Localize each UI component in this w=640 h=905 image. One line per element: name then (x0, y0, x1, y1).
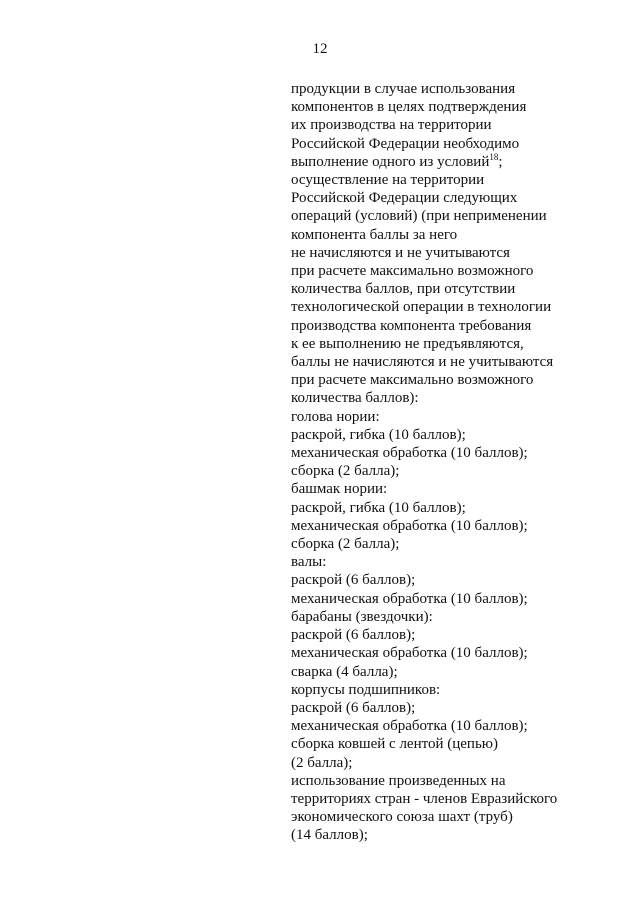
text-line-content: сборка ковшей с лентой (цепью) (291, 736, 498, 753)
text-line-content: башмак нории: (291, 481, 388, 498)
text-line-content: операций (условий) (при неприменении (291, 208, 547, 225)
text-line (291, 317, 591, 335)
text-line (291, 353, 591, 371)
text-line-content: (14 баллов); (291, 827, 368, 844)
text-line-content: раскрой, гибка (10 баллов); (291, 499, 466, 516)
text-line-content: раскрой (6 баллов); (291, 627, 416, 644)
text-line (291, 772, 591, 790)
text-line-content: сборка (2 балла); (291, 536, 400, 553)
text-line (291, 207, 591, 225)
text-line-content: (2 балла); (291, 754, 353, 771)
text-line (291, 790, 591, 808)
text-line (291, 499, 591, 517)
text-line (291, 717, 591, 735)
text-line-content: компонента баллы за него (291, 226, 458, 243)
text-line-content: раскрой (6 баллов); (291, 572, 416, 589)
text-line (291, 699, 591, 717)
text-line (291, 226, 591, 244)
text-line-content: барабаны (звездочки): (291, 608, 433, 625)
text-line-content: к ее выполнению не предъявляются, (291, 335, 524, 352)
text-line-content: производства компонента требования (291, 317, 532, 334)
text-line-content: механическая обработка (10 баллов); (291, 718, 528, 735)
text-line-content: территориях стран - членов Евразийского (291, 790, 558, 807)
text-line (291, 280, 591, 298)
page-number: 12 (312, 41, 328, 57)
text-line-content: осуществление на территории (291, 172, 485, 189)
text-line (291, 171, 591, 189)
text-line (291, 98, 591, 116)
text-line (291, 644, 591, 662)
text-line-punctuation: ; (498, 153, 503, 170)
text-line-content: Российской Федерации следующих (291, 190, 518, 207)
text-line (291, 553, 591, 571)
text-line-content: использование произведенных на (291, 772, 506, 789)
text-line (291, 754, 591, 772)
text-line (291, 480, 591, 498)
text-line (291, 335, 591, 353)
text-line (291, 389, 591, 407)
text-line-content: их производства на территории (291, 117, 492, 134)
text-line (291, 590, 591, 608)
text-line-content: механическая обработка (10 баллов); (291, 645, 528, 662)
text-line-content: сборка (2 балла); (291, 463, 400, 480)
text-line-content: Российской Федерации необходимо (291, 135, 520, 152)
text-line-content: баллы не начисляются и не учитываются (291, 354, 554, 371)
text-line-content: механическая обработка (10 баллов); (291, 590, 528, 607)
text-line (291, 189, 591, 207)
text-line (291, 135, 591, 153)
text-line-content: корпусы подшипников: (291, 681, 441, 698)
text-line-content: не начисляются и не учитываются (291, 244, 510, 261)
text-line-content: голова нории: (291, 408, 380, 425)
text-line (291, 735, 591, 753)
text-line (291, 408, 591, 426)
text-line (291, 517, 591, 535)
text-line (291, 681, 591, 699)
text-line-content: при расчете максимально возможного (291, 372, 534, 389)
text-line (291, 462, 591, 480)
text-line (291, 80, 591, 98)
text-line (291, 571, 591, 589)
text-line (291, 153, 591, 171)
text-line (291, 608, 591, 626)
text-line (291, 535, 591, 553)
text-line (291, 244, 591, 262)
text-line-content: раскрой, гибка (10 баллов); (291, 426, 466, 443)
document-body (291, 80, 591, 845)
text-line (291, 444, 591, 462)
text-line-content: количества баллов, при отсутствии (291, 281, 516, 298)
text-line (291, 826, 591, 844)
text-line (291, 371, 591, 389)
text-line (291, 808, 591, 826)
text-line-content: продукции в случае использования (291, 81, 516, 97)
text-line (291, 116, 591, 134)
text-line-content: экономического союза шахт (труб) (291, 809, 513, 826)
text-line-content: валы: (291, 554, 327, 571)
text-line-content: технологической операции в технологии (291, 299, 552, 316)
text-line (291, 298, 591, 316)
text-line-content: компонентов в целях подтверждения (291, 99, 527, 116)
text-line-content: раскрой (6 баллов); (291, 699, 416, 716)
text-line-content: количества баллов): (291, 390, 419, 407)
text-line (291, 262, 591, 280)
text-line-content: механическая обработка (10 баллов); (291, 445, 528, 462)
text-line-content: выполнение одного из условий (291, 153, 490, 170)
text-line (291, 426, 591, 444)
text-line-content: механическая обработка (10 баллов); (291, 517, 528, 534)
text-line (291, 626, 591, 644)
text-line-content: сварка (4 балла); (291, 663, 398, 680)
text-line (291, 663, 591, 681)
footnote-reference: 18 (489, 151, 499, 162)
text-line-content: при расчете максимально возможного (291, 263, 534, 280)
